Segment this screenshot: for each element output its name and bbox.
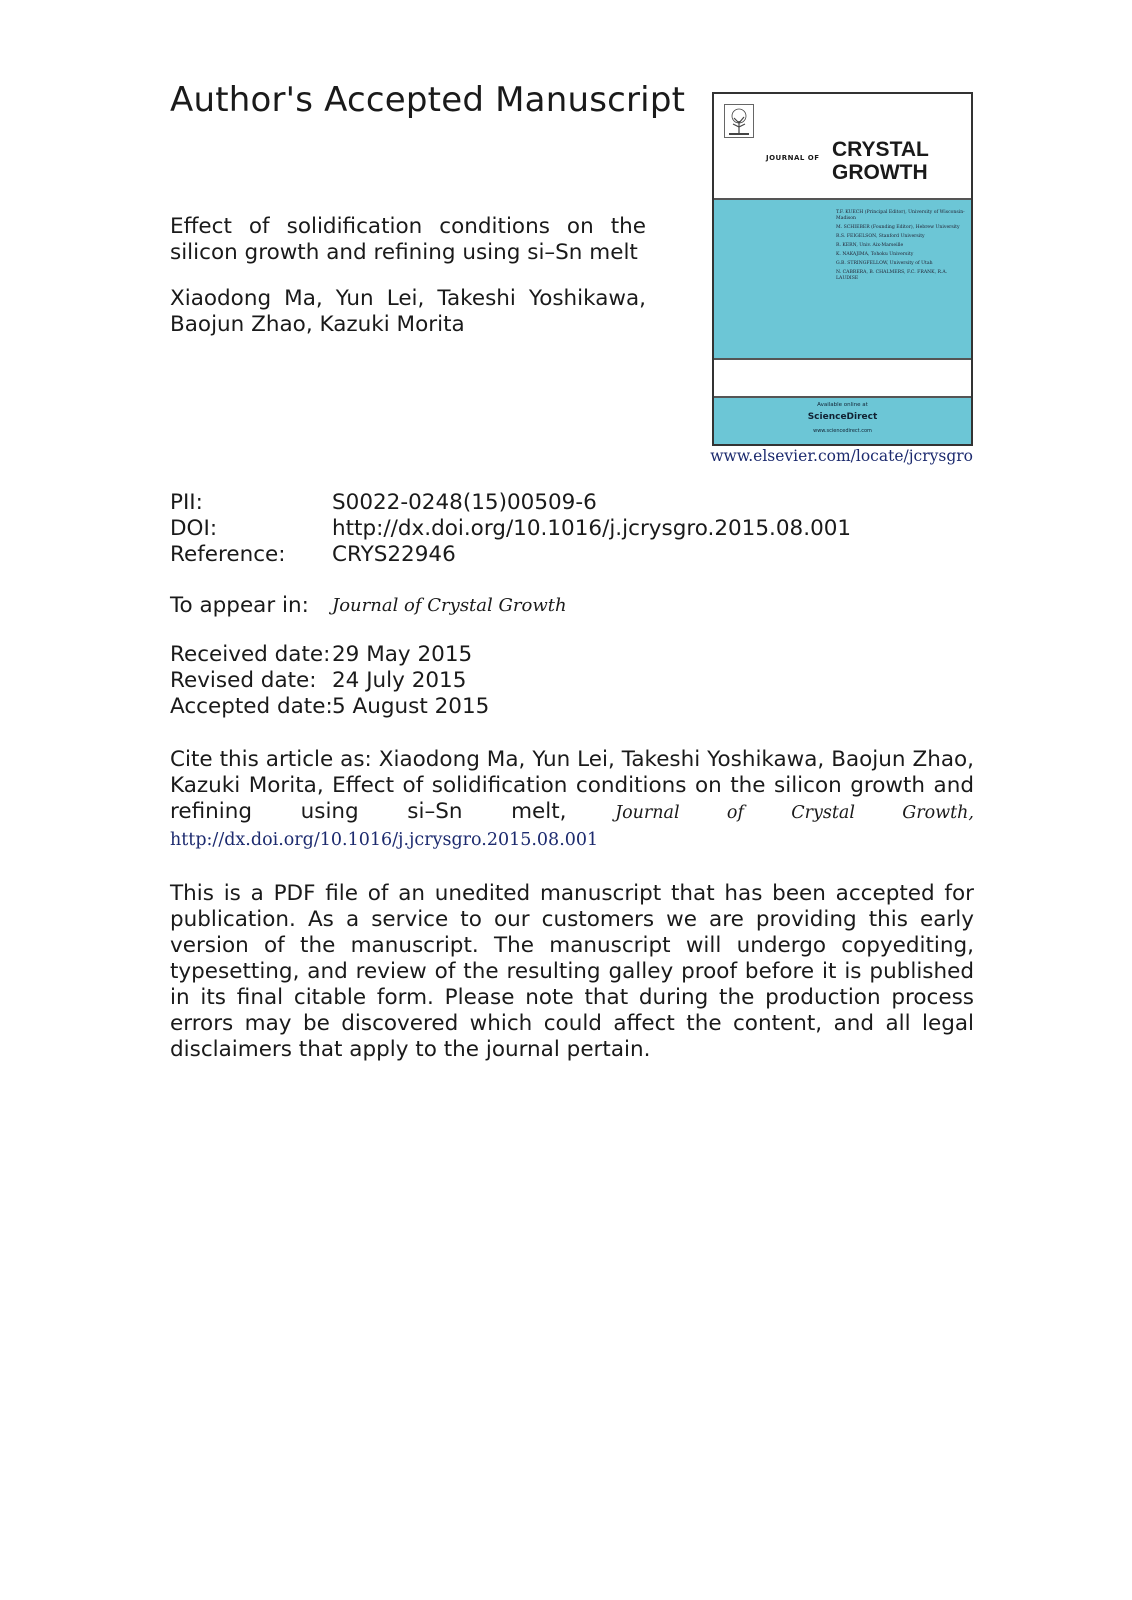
reference-value: CRYS22946 — [332, 542, 456, 567]
cover-editor: N. CABRERA, B. CHALMERS, F.C. FRANK, R.A. LAUDISE — [836, 270, 948, 281]
author-list: Xiaodong Ma, Yun Lei, Takeshi Yoshikawa, Baojun Zhao, Kazuki Morita — [170, 286, 646, 337]
doi-value[interactable]: http://dx.doi.org/10.1016/j.jcrysgro.2015.08.001 — [332, 516, 852, 541]
cover-editors-panel — [714, 200, 971, 360]
citation-paragraph — [170, 747, 974, 853]
cover-editor: R.S. FEIGELSON, Stanford University — [836, 234, 925, 239]
cover-editor: K. NAKAJIMA, Tohoku University — [836, 252, 914, 257]
elsevier-tree-logo-icon — [724, 104, 754, 138]
article-title: Effect of solidification conditions on the silicon growth and refining using si–Sn melt — [170, 214, 646, 265]
cover-editors-list — [836, 210, 968, 285]
pii-label: PII: — [170, 490, 203, 515]
cover-journal-name-line1: CRYSTAL — [832, 138, 929, 161]
cover-editor: T.F. KUECH (Principal Editor), University of Wisconsin-Madison — [836, 210, 965, 221]
reference-label: Reference: — [170, 542, 286, 567]
appear-value: Journal of Crystal Growth — [332, 595, 567, 616]
revised-label: Revised date: — [170, 668, 317, 693]
cover-available-online: Available online at — [817, 402, 868, 408]
received-value: 29 May 2015 — [332, 642, 473, 667]
cover-editor: G.B. STRINGFELLOW, University of Utah — [836, 261, 933, 266]
cover-editor: M. SCHIEBER (Founding Editor), Hebrew University — [836, 225, 960, 230]
accepted-value: 5 August 2015 — [332, 694, 490, 719]
pii-value: S0022-0248(15)00509-6 — [332, 490, 597, 515]
sciencedirect-logo: ScienceDirect — [807, 412, 878, 422]
received-label: Received date: — [170, 642, 331, 667]
cover-footer — [714, 398, 971, 444]
accepted-label: Accepted date: — [170, 694, 333, 719]
journal-url-link[interactable]: www.elsevier.com/locate/jcrysgro — [710, 447, 973, 465]
manuscript-heading: Author's Accepted Manuscript — [170, 80, 686, 120]
sciencedirect-url: www.sciencedirect.com — [813, 428, 872, 434]
cover-header — [714, 94, 971, 200]
cover-journal-name — [832, 138, 929, 184]
appear-label: To appear in: — [170, 593, 309, 618]
revised-value: 24 July 2015 — [332, 668, 467, 693]
disclaimer-paragraph: This is a PDF file of an unedited manuscript that has been accepted for publication. As a service to our customers we are providing this early version of the manuscript. The manuscript will undergo copyediting, typesetting, and review of the resulting galley proof before it is published in its final citable form. Please note that during the production process errors may be discovered which could affect the content, and all legal disclaimers that apply to the journal pertain. — [170, 881, 974, 1062]
cover-editor: R. KERN, Univ. Aix-Marseille — [836, 243, 904, 248]
journal-cover — [712, 92, 973, 446]
citation-doi-link[interactable]: http://dx.doi.org/10.1016/j.jcrysgro.2015.08.001 — [170, 830, 599, 850]
citation-text: Cite this article as: Xiaodong Ma, Yun Lei, Takeshi Yoshikawa, Baojun Zhao, Kazuki Morita, Effect of solidification conditions on the silicon growth and refining using si–Sn melt, — [170, 747, 974, 824]
cover-journal-of: JOURNAL OF — [766, 154, 820, 162]
cover-journal-name-line2: GROWTH — [832, 161, 928, 184]
cover-blank-band — [714, 360, 971, 398]
citation-journal: Journal of Crystal Growth, — [615, 803, 974, 823]
doi-label: DOI: — [170, 516, 218, 541]
